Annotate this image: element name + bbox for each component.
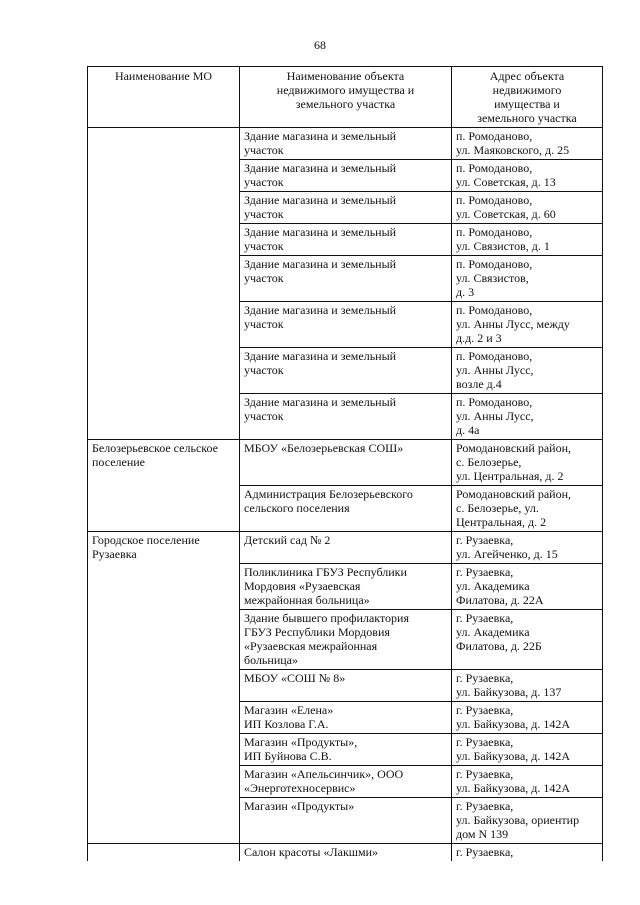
object-text: Администрация Белозерьевского сельского поселения [244,487,413,515]
object-text: Детский сад № 2 [244,533,331,547]
address-text: г. Рузаевка, ул. Байкузова, д. 142А [456,735,571,763]
address-text: п. Ромоданово, ул. Анны Лусс, возле д.4 [456,349,534,391]
property-table [87,66,603,861]
object-text: Магазин «Елена» ИП Козлова Г.А. [244,703,334,731]
cell-object [240,734,452,766]
table-row [88,440,603,486]
cell-address [452,670,603,702]
address-text: Ромодановский район, с. Белозерье, ул. Центральная, д. 2 [456,487,572,529]
object-text: Здание магазина и земельный участок [244,395,397,423]
cell-mo [88,532,240,844]
cell-address [452,766,603,798]
cell-object [240,128,452,160]
object-text: Магазин «Апельсинчик», ООО «Энерготехносервис» [244,767,404,795]
cell-object [240,486,452,532]
cell-object [240,670,452,702]
object-text: Здание магазина и земельный участок [244,303,397,331]
address-text: п. Ромоданово, ул. Маяковского, д. 25 [456,129,570,157]
cell-mo [88,440,240,532]
cell-object [240,610,452,670]
header-mo: Наименование МО [88,67,240,128]
cell-object [240,532,452,564]
cell-address [452,532,603,564]
cell-address [452,798,603,844]
cell-object [240,564,452,610]
address-text: п. Ромоданово, ул. Анны Лусс, между д.д. 2 и 3 [456,303,570,345]
object-text: Здание магазина и земельный участок [244,193,397,221]
mo-text: Городское поселение Рузаевка [92,533,200,561]
cell-address [452,564,603,610]
cell-object [240,348,452,394]
cell-address [452,844,603,862]
cell-mo [88,844,240,862]
cell-object [240,440,452,486]
address-text: п. Ромоданово, ул. Советская, д. 13 [456,161,556,189]
table-row [88,532,603,564]
object-text: Здание магазина и земельный участок [244,349,397,377]
object-text: Салон красоты «Лакшми» [244,845,379,859]
object-text: МБОУ «Белозерьевская СОШ» [244,441,404,455]
cell-address [452,348,603,394]
address-text: п. Ромоданово, ул. Советская, д. 60 [456,193,556,221]
address-text: г. Рузаевка, ул. Байкузова, д. 137 [456,671,562,699]
address-text: г. Рузаевка, ул. Агейченко, д. 15 [456,533,558,561]
object-text: Здание магазина и земельный участок [244,257,397,285]
cell-object [240,302,452,348]
address-text: г. Рузаевка, ул. Байкузова, д. 142А [456,767,571,795]
table-row [88,844,603,862]
cell-object [240,798,452,844]
object-text: Магазин «Продукты» [244,799,355,813]
cell-address [452,394,603,440]
cell-object [240,256,452,302]
object-text: Поликлиника ГБУЗ Республики Мордовия «Рузаевская межрайонная больница» [244,565,407,607]
table-header [88,67,603,128]
cell-address [452,160,603,192]
object-text: Здание магазина и земельный участок [244,225,397,253]
mo-text: Белозерьевское сельское поселение [92,441,218,469]
cell-address [452,256,603,302]
header-address: Адрес объекта недвижимого имущества и земельного участка [452,67,603,128]
address-text: г. Рузаевка, ул. Академика Филатова, д. 22А [456,565,544,607]
cell-address [452,440,603,486]
table-body [88,128,603,862]
cell-address [452,486,603,532]
object-text: МБОУ «СОШ № 8» [244,671,346,685]
table-row [88,128,603,160]
cell-object [240,766,452,798]
address-text: Ромодановский район, с. Белозерье, ул. Центральная, д. 2 [456,441,572,483]
header-row [88,67,603,128]
cell-address [452,702,603,734]
cell-object [240,160,452,192]
cell-address [452,302,603,348]
cell-object [240,192,452,224]
cell-address [452,192,603,224]
address-text: п. Ромоданово, ул. Связистов, д. 1 [456,225,550,253]
header-object: Наименование объекта недвижимого имущества и земельного участка [240,67,452,128]
page-number: 68 [314,38,326,52]
cell-object [240,702,452,734]
cell-address [452,734,603,766]
address-text: п. Ромоданово, ул. Анны Лусс, д. 4а [456,395,534,437]
cell-object [240,844,452,862]
object-text: Здание бывшего профилактория ГБУЗ Республики Мордовия «Рузаевская межрайонная больница» [244,611,409,667]
cell-address [452,128,603,160]
address-text: г. Рузаевка, ул. Байкузова, ориентир дом N 139 [456,799,580,841]
address-text: г. Рузаевка, ул. Академика Филатова, д. 22Б [456,611,542,653]
address-text: г. Рузаевка, ул. Байкузова, д. 142А [456,703,571,731]
object-text: Здание магазина и земельный участок [244,161,397,189]
address-text: п. Ромоданово, ул. Связистов, д. 3 [456,257,533,299]
address-text: г. Рузаевка, [456,845,514,859]
cell-object [240,224,452,256]
cell-object [240,394,452,440]
cell-mo [88,128,240,440]
cell-address [452,610,603,670]
object-text: Здание магазина и земельный участок [244,129,397,157]
cell-address [452,224,603,256]
object-text: Магазин «Продукты», ИП Буйнова С.В. [244,735,358,763]
